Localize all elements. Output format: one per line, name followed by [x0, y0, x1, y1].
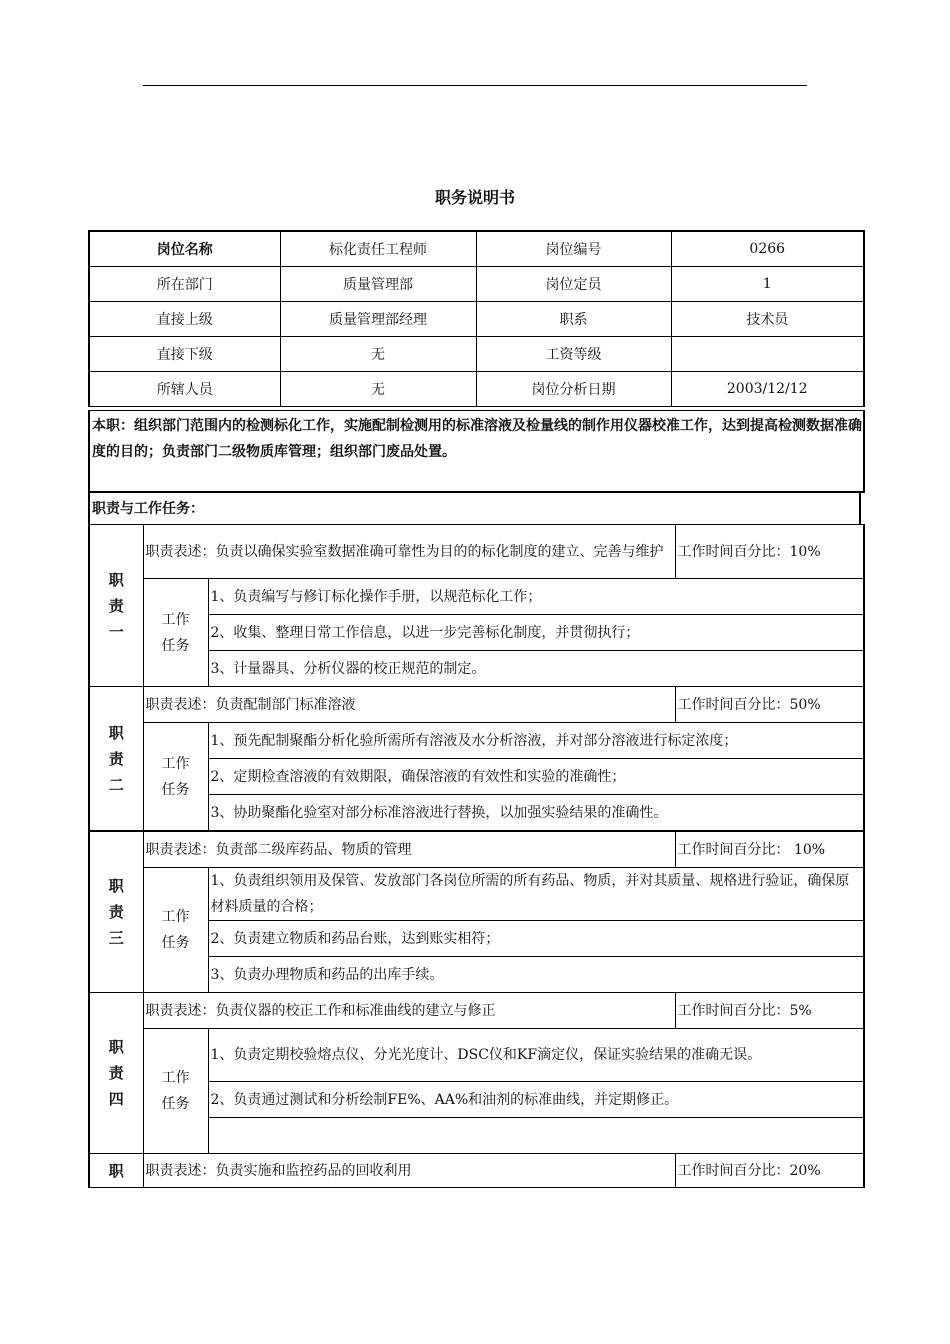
summary-text: 组织部门范围内的检测标化工作，实施配制检测用的标准溶液及检量线的制作用仪器校准工作，达到提高检测数据准确度的目的；负责部门二级物质库管理；组织部门废品处置。 [92, 418, 862, 460]
task-item: 1、负责组织领用及保管、发放部门各岗位所需的所有药品、物质，并对其质量、规格进行验证，确保原材料质量的合格； [208, 868, 864, 921]
info-row [89, 231, 864, 267]
duty-statement: 职责表述：负责实施和监控药品的回收利用 [143, 1154, 675, 1188]
info-row [89, 302, 864, 337]
info-value: 无 [280, 372, 476, 407]
duty-percent: 工作时间百分比：5% [675, 993, 864, 1029]
info-value: 质量管理部经理 [280, 302, 476, 337]
info-value: 2003/12/12 [671, 372, 864, 407]
info-label: 岗位分析日期 [476, 372, 671, 407]
job-summary [88, 410, 865, 493]
summary-label: 本职： [92, 418, 134, 434]
duty-label: 职 责 三 [89, 832, 143, 993]
duty-statement: 职责表述：负责配制部门标准溶液 [143, 687, 675, 723]
duty-statement: 职责表述：负责部二级库药品、物质的管理 [143, 832, 675, 868]
info-value: 质量管理部 [280, 267, 476, 302]
duty-label: 职 [89, 1154, 143, 1188]
info-label: 直接下级 [89, 337, 280, 372]
info-value [671, 337, 864, 372]
task-item: 2、负责通过测试和分析绘制FE%、AA%和油剂的标准曲线，并定期修正。 [208, 1082, 864, 1118]
section-title: 职责与工作任务： [88, 492, 861, 524]
task-item: 3、协助聚酯化验室对部分标准溶液进行替换，以加强实验结果的准确性。 [208, 795, 864, 831]
info-value: 1 [671, 267, 864, 302]
info-value: 无 [280, 337, 476, 372]
task-item: 2、负责建立物质和药品台账，达到账实相符； [208, 921, 864, 957]
task-item: 1、负责编写与修订标化操作手册，以规范标化工作； [208, 579, 864, 615]
info-value: 0266 [671, 231, 864, 267]
task-label: 工作 任务 [143, 723, 208, 831]
task-item: 3、负责办理物质和药品的出库手续。 [208, 957, 864, 993]
info-row [89, 372, 864, 407]
task-item [208, 1118, 864, 1154]
info-label: 岗位编号 [476, 231, 671, 267]
info-value: 技术员 [671, 302, 864, 337]
info-label: 直接上级 [89, 302, 280, 337]
task-item: 3、计量器具、分析仪器的校正规范的制定。 [208, 651, 864, 687]
duty-block-3 [88, 831, 865, 993]
duty-statement: 职责表述：负责以确保实验室数据准确可靠性为目的的标化制度的建立、完善与维护 [143, 525, 675, 579]
duty-block-4 [88, 992, 865, 1154]
info-label: 工资等级 [476, 337, 671, 372]
info-row [89, 267, 864, 302]
header-rule [143, 85, 807, 86]
task-item: 2、收集、整理日常工作信息，以进一步完善标化制度，并贯彻执行； [208, 615, 864, 651]
task-item: 1、预先配制聚酯分析化验所需所有溶液及水分析溶液，并对部分溶液进行标定浓度； [208, 723, 864, 759]
info-label: 岗位名称 [89, 231, 280, 267]
duty-statement: 职责表述：负责仪器的校正工作和标准曲线的建立与修正 [143, 993, 675, 1029]
duty-label: 职 责 四 [89, 993, 143, 1154]
info-label: 职系 [476, 302, 671, 337]
duty-percent: 工作时间百分比： 10% [675, 832, 864, 868]
duty-block-2 [88, 686, 865, 831]
task-item: 2、定期检查溶液的有效期限，确保溶液的有效性和实验的准确性； [208, 759, 864, 795]
info-label: 岗位定员 [476, 267, 671, 302]
duty-label: 职 责 一 [89, 525, 143, 687]
task-label: 工作 任务 [143, 579, 208, 687]
info-value: 标化责任工程师 [280, 231, 476, 267]
duty-block-5 [88, 1153, 865, 1188]
task-label: 工作 任务 [143, 868, 208, 993]
duty-percent: 工作时间百分比：50% [675, 687, 864, 723]
duty-percent: 工作时间百分比：10% [675, 525, 864, 579]
document-title: 职务说明书 [434, 188, 515, 207]
position-info-table [88, 230, 865, 407]
duty-label: 职 责 二 [89, 687, 143, 831]
info-label: 所在部门 [89, 267, 280, 302]
task-item: 1、负责定期校验熔点仪、分光光度计、DSC仪和KF滴定仪，保证实验结果的准确无误。 [208, 1029, 864, 1082]
duty-percent: 工作时间百分比：20% [675, 1154, 864, 1188]
duty-block-1 [88, 524, 865, 687]
info-row [89, 337, 864, 372]
info-label: 所辖人员 [89, 372, 280, 407]
task-label: 工作 任务 [143, 1029, 208, 1154]
